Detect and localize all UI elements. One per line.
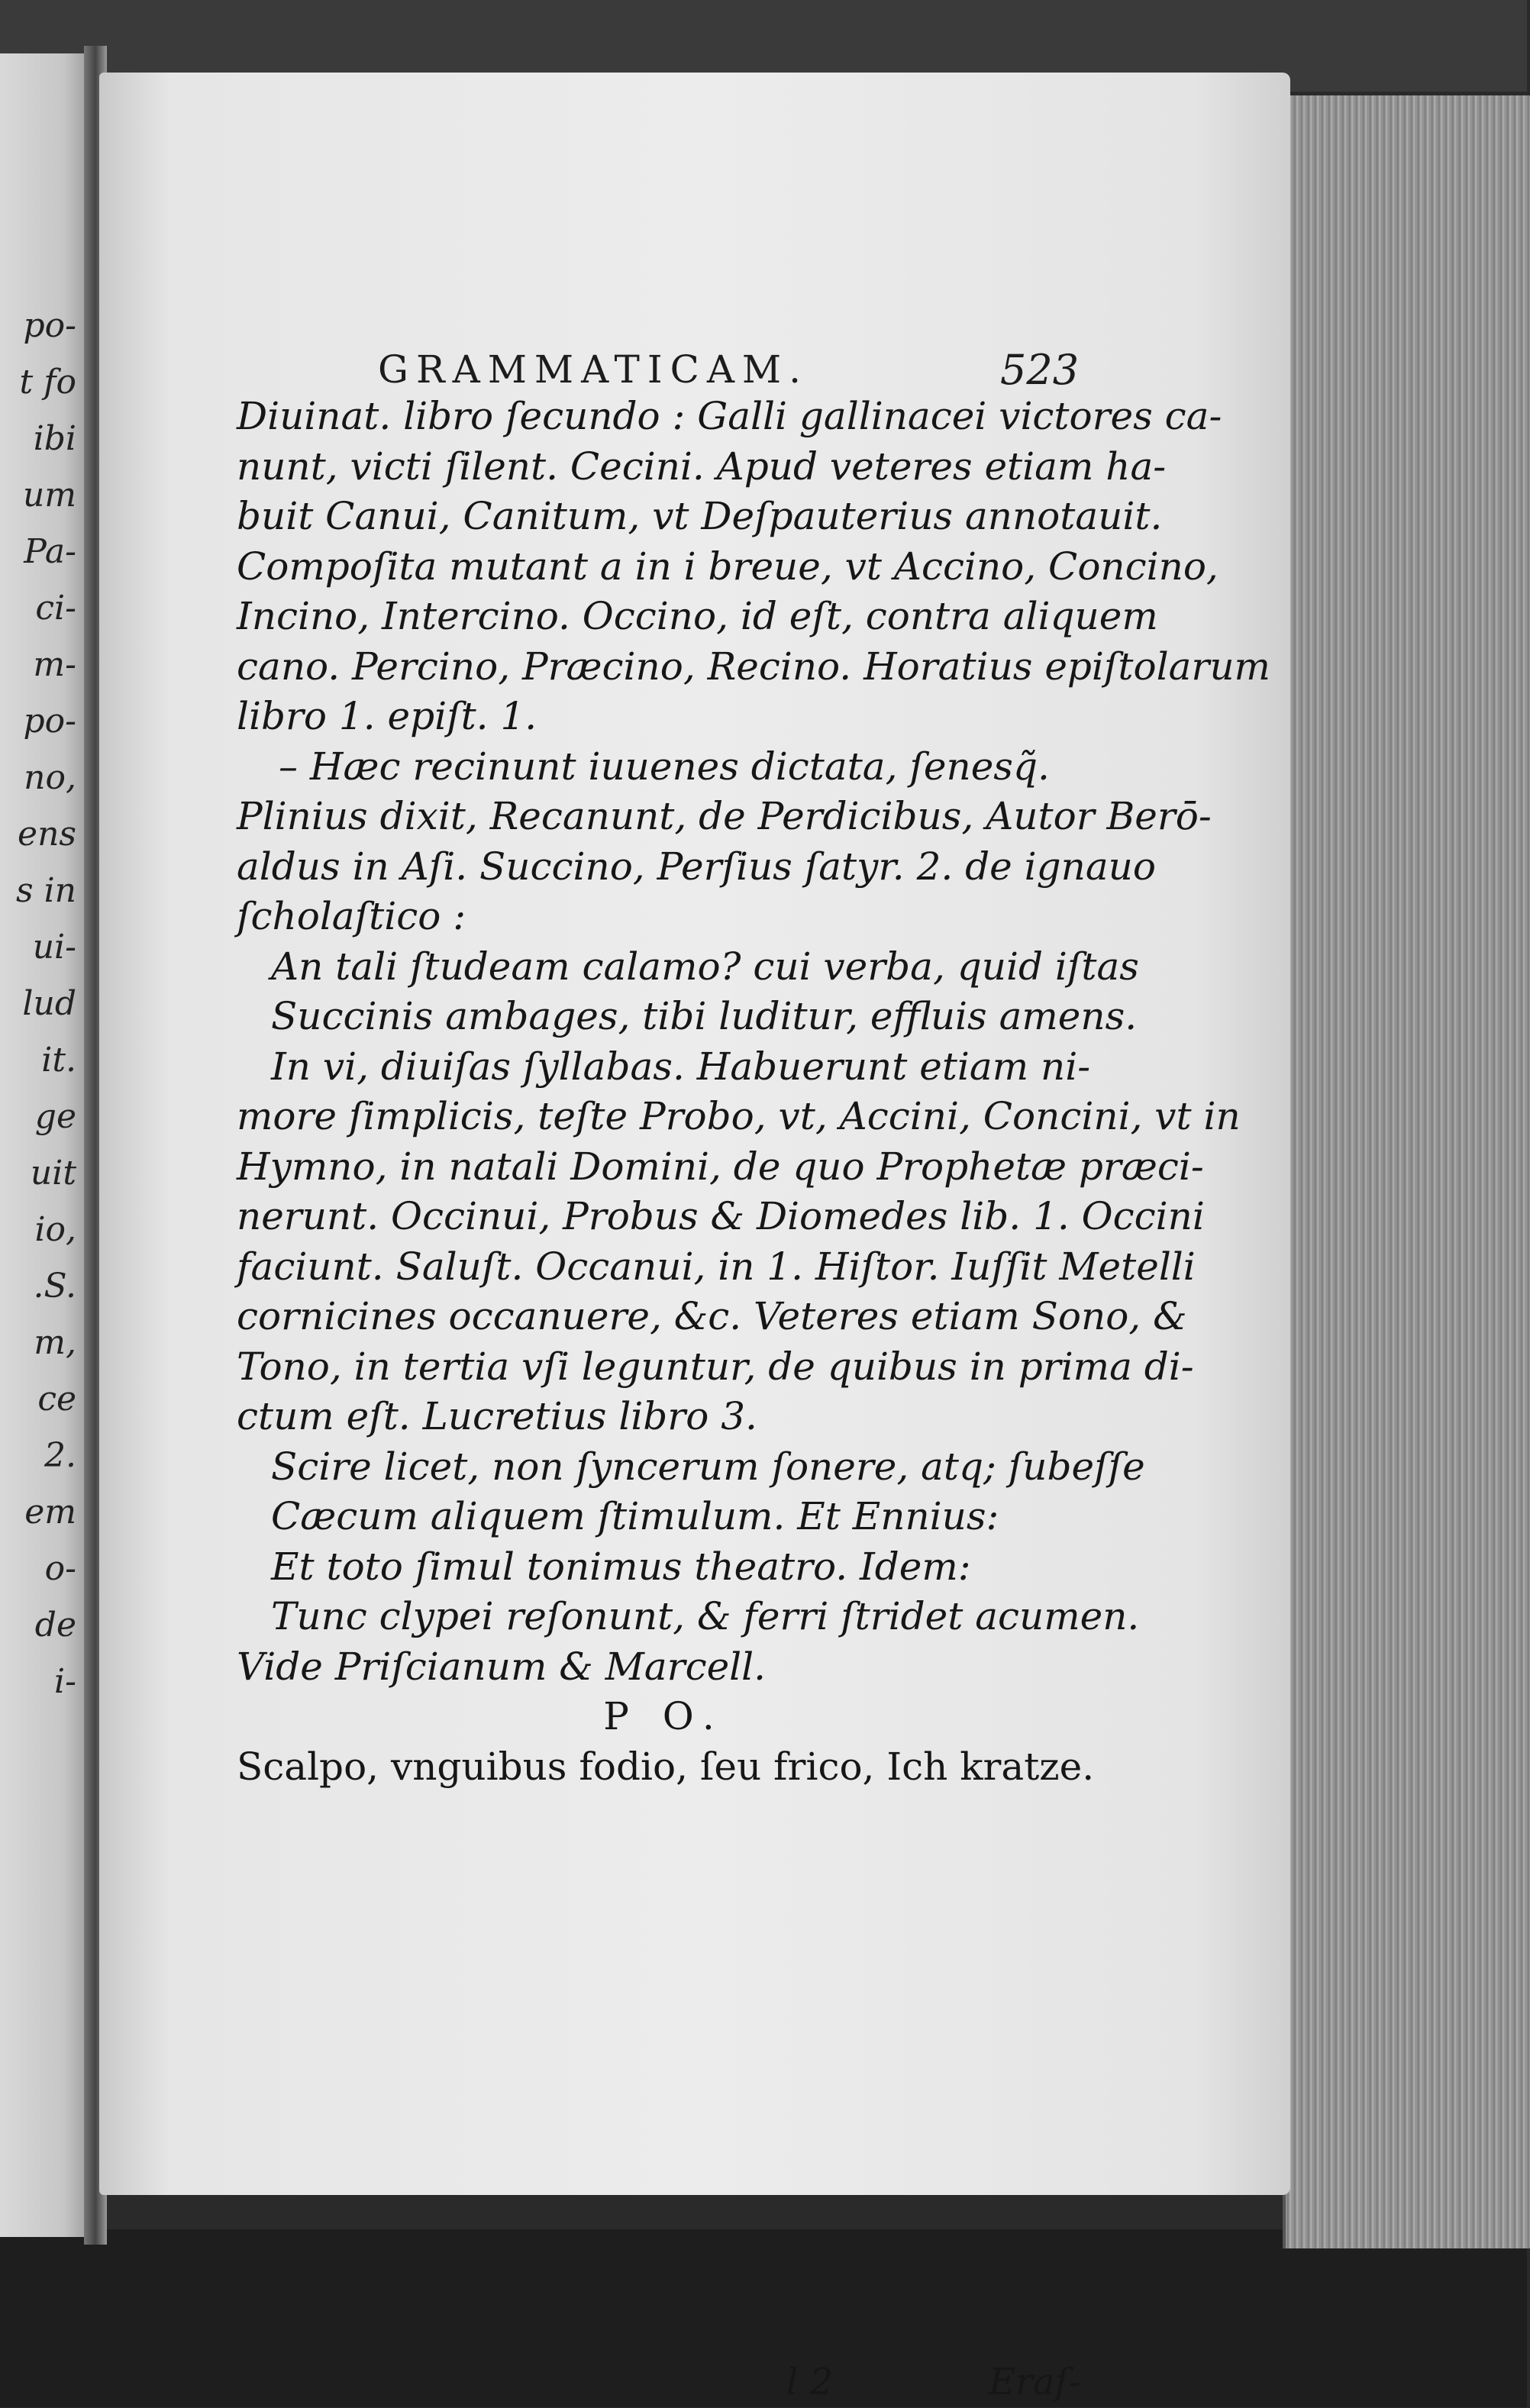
text-line: Incino, Intercino. Occino, id eſt, contra aliquem	[237, 594, 1158, 638]
text-line: Scire licet, non ſyncerum ſonere, atq; ſubeſſe	[271, 1444, 1145, 1489]
text-line: – Hæc recinunt iuuenes dictata, ſenesq̃.	[279, 744, 1050, 789]
text-line: In vi, diuiſas ſyllabas. Habuerunt etiam ni-	[271, 1044, 1091, 1089]
left-fragment: po-	[23, 306, 76, 345]
text-line: Hymno, in natali Domini, de quo Prophetæ præci-	[237, 1144, 1204, 1189]
text-line: Diuinat. libro ſecundo : Galli gallinacei victores ca-	[237, 394, 1222, 438]
text-line: nunt, victi ſilent. Cecini. Apud veteres etiam ha-	[237, 444, 1167, 489]
left-fragment: em	[24, 1493, 76, 1532]
text-line: Tunc clypei reſonunt, & ferri ſtridet acumen.	[271, 1594, 1140, 1638]
page-edges	[1283, 95, 1530, 2248]
text-line: Compoſita mutant a in i breue, vt Accino, Concino,	[237, 544, 1219, 589]
left-fragment: i-	[54, 1662, 76, 1701]
signature-mark: l 2	[786, 2361, 834, 2403]
left-fragment: uit	[30, 1154, 76, 1193]
left-fragment: s in	[16, 871, 76, 910]
left-fragment: 2.	[44, 1436, 76, 1475]
text-line: cano. Percino, Præcino, Recino. Horatius epiſtolarum	[237, 644, 1270, 689]
text-line: Scalpo, vnguibus fodio, ſeu frico, Ich kratze.	[237, 1744, 1095, 1789]
left-fragment: lud	[22, 984, 76, 1023]
text-line: faciunt. Saluſt. Occanui, in 1. Hiſtor. Iuſſit Metelli	[237, 1244, 1196, 1289]
text-line: P O.	[603, 1694, 725, 1738]
text-line: aldus in Aſi. Succino, Perſius ſatyr. 2. de ignauo	[237, 844, 1156, 889]
page-footer	[237, 2358, 1092, 2407]
left-fragment: io,	[34, 1210, 76, 1249]
text-line: Vide Priſcianum & Marcell.	[237, 1644, 767, 1689]
left-fragment: no,	[24, 758, 76, 797]
running-head: GRAMMATICAM.	[378, 347, 809, 392]
page-number: 523	[1000, 346, 1080, 394]
left-fragment: po-	[23, 702, 76, 741]
text-line: An tali ſtudeam calamo? cui verba, quid iſtas	[271, 944, 1139, 989]
text-line: buit Canui, Canitum, vt Deſpauterius annotauit.	[237, 494, 1163, 538]
left-fragment: it.	[41, 1041, 76, 1080]
left-fragment: de	[34, 1606, 76, 1645]
text-line: more ſimplicis, teſte Probo, vt, Accini, Concini, vt in	[237, 1094, 1241, 1138]
left-fragment: ge	[34, 1097, 76, 1136]
text-block	[237, 392, 1270, 2403]
left-fragment: ce	[37, 1380, 76, 1419]
left-fragment: .S.	[33, 1267, 76, 1306]
text-line: Succinis ambages, tibi luditur, effluis amens.	[271, 994, 1138, 1038]
right-page	[99, 73, 1290, 2403]
text-line: libro 1. epiſt. 1.	[237, 694, 537, 738]
text-line: Cæcum aliquem ſtimulum. Et Ennius:	[271, 1494, 999, 1538]
text-line: Tono, in tertia vſi leguntur, de quibus in prima di-	[237, 1344, 1194, 1389]
left-page	[0, 53, 92, 2237]
text-line: ſcholaſtico :	[237, 894, 466, 938]
left-fragment: ibi	[33, 419, 76, 458]
left-fragment: m-	[33, 645, 76, 684]
left-fragment: ens	[18, 815, 76, 854]
text-line: nerunt. Occinui, Probus & Diomedes lib. 1. Occini	[237, 1194, 1205, 1238]
left-fragment: o-	[44, 1549, 76, 1588]
left-fragment: Pa-	[24, 532, 76, 571]
text-line: cornicines occanuere, &c. Veteres etiam Sono, &	[237, 1294, 1187, 1338]
catchword: Eraſ-	[989, 2361, 1081, 2403]
text-line: Plinius dixit, Recanunt, de Perdicibus, Autor Berō-	[237, 794, 1212, 838]
left-fragment: t fo	[19, 363, 76, 402]
text-line: Et toto ſimul tonimus theatro. Idem:	[271, 1544, 971, 1589]
left-fragment: um	[22, 476, 76, 515]
left-fragment: ui-	[32, 928, 76, 967]
left-fragment: ci-	[35, 589, 76, 628]
left-fragment: m,	[34, 1323, 76, 1362]
text-line: ctum eſt. Lucretius libro 3.	[237, 1394, 757, 1438]
